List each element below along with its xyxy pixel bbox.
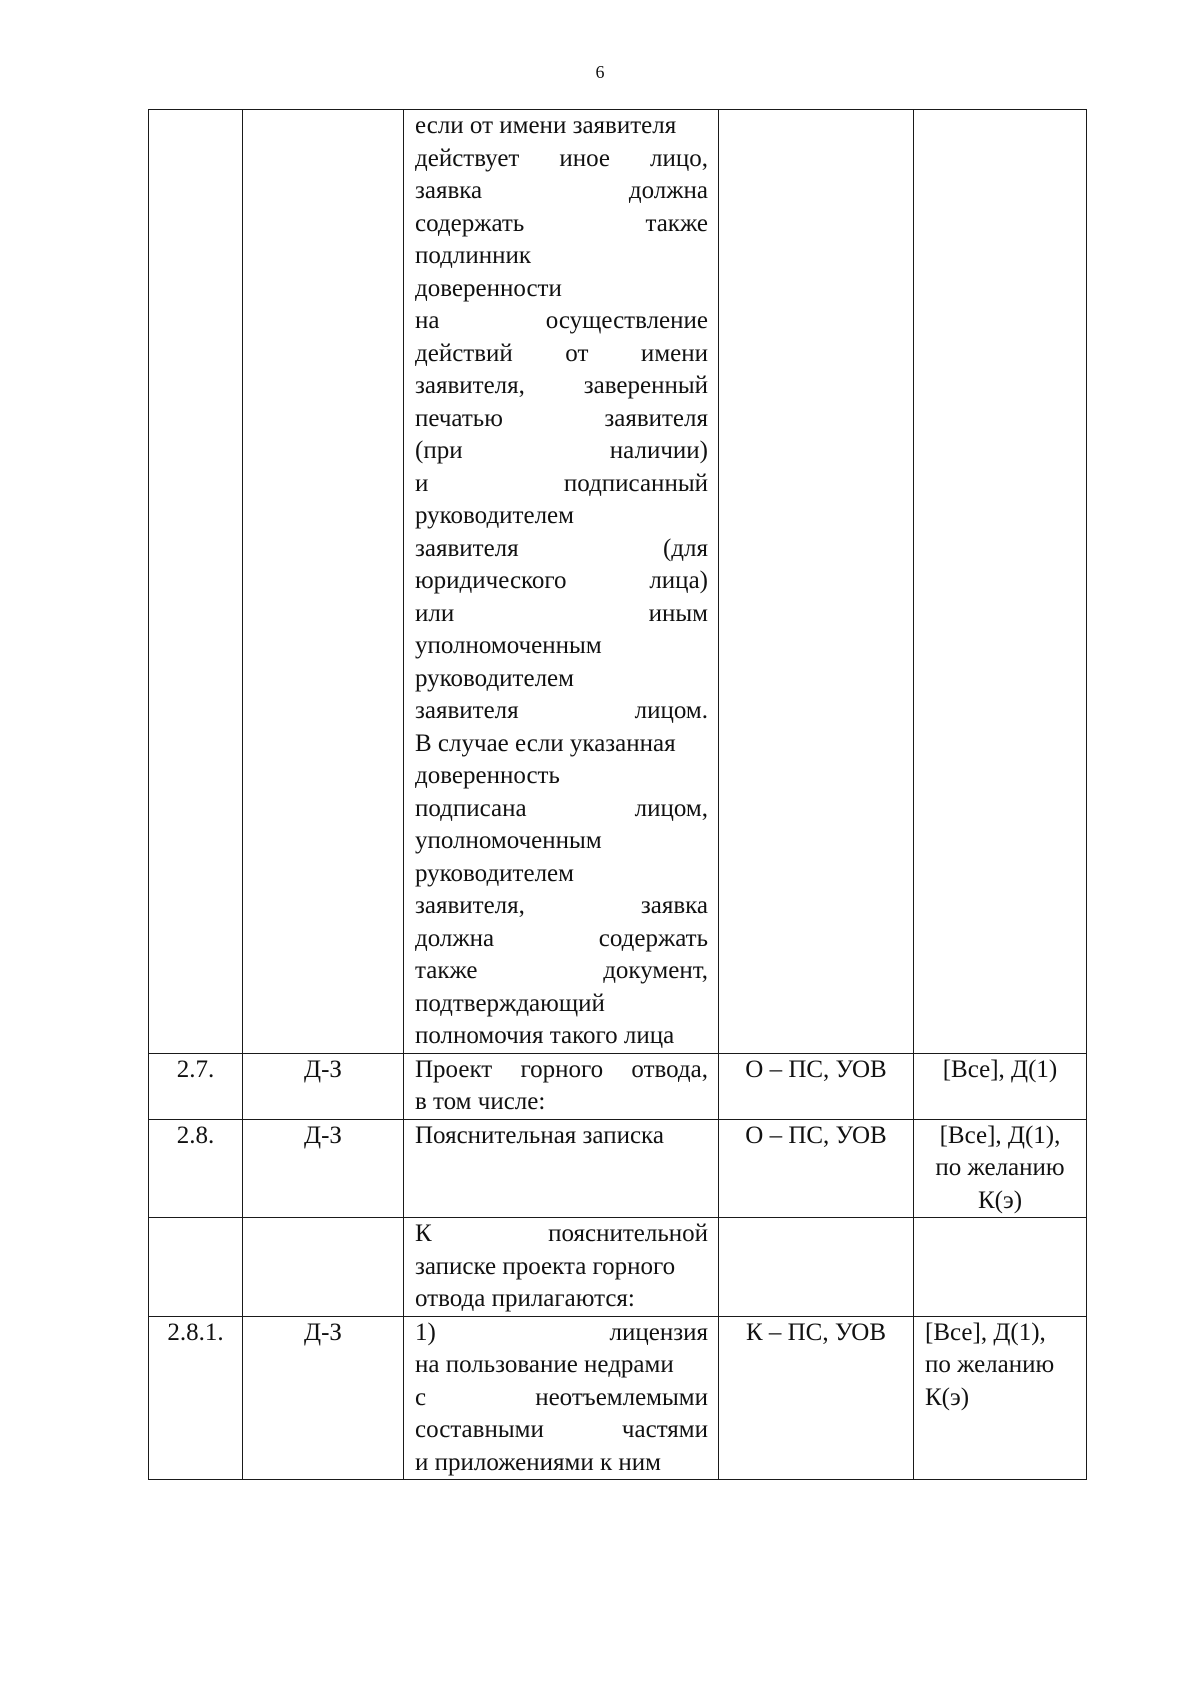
description-line: составными частями xyxy=(415,1416,708,1443)
page-number: 6 xyxy=(595,62,605,82)
description-line: В случае если указанная xyxy=(415,729,676,757)
description-line: печатью заявителя xyxy=(415,404,708,432)
row-number-cell xyxy=(149,110,243,1054)
stage-cell xyxy=(719,1218,914,1317)
description-line: записке проекта горного xyxy=(415,1252,676,1280)
description-line: Пояснительная записка xyxy=(415,1121,664,1149)
stage-cell: О – ПС, УОВ xyxy=(719,1053,914,1119)
description-line: отвода прилагаются: xyxy=(415,1285,635,1312)
document-code-cell: Д-З xyxy=(243,1316,404,1480)
description-line: или иным xyxy=(415,599,708,627)
description-line: Проект горного отвода, xyxy=(415,1055,708,1083)
document-code-cell xyxy=(243,110,404,1054)
description-line: в том числе: xyxy=(415,1088,546,1115)
condition-line: [Все], Д(1), xyxy=(925,1318,1046,1346)
condition-line: К(э) xyxy=(977,1186,1023,1214)
description-line: с неотъемлемыми xyxy=(415,1383,708,1411)
stage-cell: О – ПС, УОВ xyxy=(719,1119,914,1218)
table-row xyxy=(149,1316,1087,1480)
condition-cell xyxy=(914,1119,1087,1218)
description-cell xyxy=(404,1218,719,1317)
description-line: подлинник xyxy=(415,242,532,269)
table-row xyxy=(149,110,1087,1054)
description-line: К пояснительной xyxy=(415,1220,708,1247)
description-line: на пользование недрами xyxy=(415,1351,674,1378)
row-number-cell: 2.8.1. xyxy=(149,1316,243,1480)
description-line: действий от имени xyxy=(415,339,708,367)
description-line: если от имени заявителя xyxy=(415,112,677,139)
table-row xyxy=(149,1119,1087,1218)
description-line: заявителя, заверенный xyxy=(415,372,708,399)
description-line: руководителем xyxy=(415,664,574,692)
description-line: на осуществление xyxy=(415,307,708,334)
description-cell xyxy=(404,1053,719,1119)
description-line: содержать также xyxy=(415,209,708,237)
condition-line: по желанию xyxy=(935,1154,1065,1181)
condition-line: по желанию xyxy=(925,1351,1055,1378)
description-line: действует иное лицо, xyxy=(415,144,708,172)
description-line: уполномоченным xyxy=(415,827,602,854)
description-line: и подписанный xyxy=(415,469,708,497)
row-number-cell: 2.8. xyxy=(149,1119,243,1218)
description-line: полномочия такого лица xyxy=(415,1022,675,1049)
description-line: заявителя лицом. xyxy=(415,697,708,724)
condition-cell xyxy=(914,110,1087,1054)
description-line: должна содержать xyxy=(415,924,708,952)
condition-cell xyxy=(914,1218,1087,1317)
description-line: подтверждающий xyxy=(415,989,605,1017)
description-line: заявителя, заявка xyxy=(415,892,708,919)
description-line: доверенности xyxy=(415,274,562,302)
condition-line: К(э) xyxy=(925,1383,970,1411)
condition-cell xyxy=(914,1316,1087,1480)
description-line: юридического лица) xyxy=(415,567,708,594)
document-code-cell xyxy=(243,1218,404,1317)
description-line: (при наличии) xyxy=(415,437,708,464)
description-line: руководителем xyxy=(415,859,574,887)
description-line: также документ, xyxy=(415,957,708,984)
description-line: доверенность xyxy=(415,762,560,789)
description-cell xyxy=(404,110,719,1054)
table-row xyxy=(149,1053,1087,1119)
description-line: подписана лицом, xyxy=(415,794,708,822)
description-cell xyxy=(404,1316,719,1480)
row-number-cell xyxy=(149,1218,243,1317)
requirements-table xyxy=(148,109,1087,1480)
stage-cell: К – ПС, УОВ xyxy=(719,1316,914,1480)
description-line: руководителем xyxy=(415,502,574,529)
document-code-cell: Д-З xyxy=(243,1119,404,1218)
description-line: 1) лицензия xyxy=(415,1318,708,1346)
table-row xyxy=(149,1218,1087,1317)
row-number-cell: 2.7. xyxy=(149,1053,243,1119)
condition-line: [Все], Д(1) xyxy=(942,1055,1058,1083)
description-line: уполномоченным xyxy=(415,632,602,659)
description-cell xyxy=(404,1119,719,1218)
description-line: заявителя (для xyxy=(415,534,708,562)
document-code-cell: Д-З xyxy=(243,1053,404,1119)
condition-cell xyxy=(914,1053,1087,1119)
description-line: заявка должна xyxy=(415,177,708,204)
description-line: и приложениями к ним xyxy=(415,1448,661,1476)
stage-cell xyxy=(719,110,914,1054)
condition-line: [Все], Д(1), xyxy=(939,1121,1061,1149)
